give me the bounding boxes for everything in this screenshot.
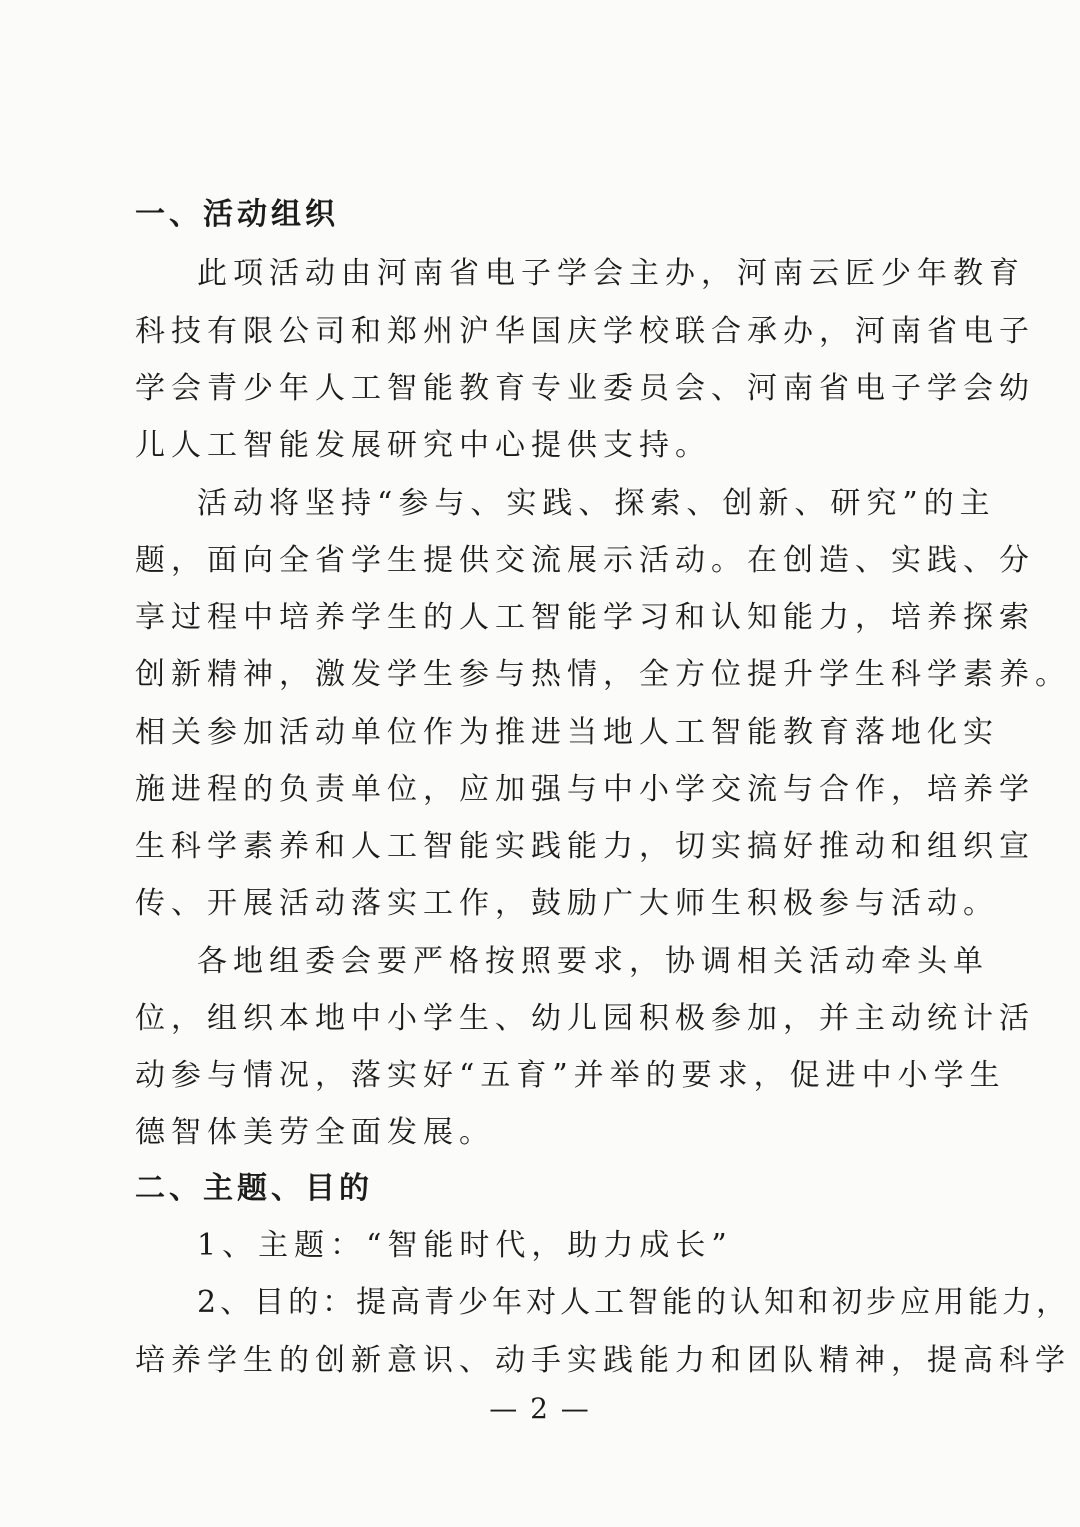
paragraph-line: 此项活动由河南省电子学会主办，河南云匠少年教育 (197, 256, 1025, 291)
paragraph-line: 各地组委会要严格按照要求，协调相关活动牵头单 (197, 944, 989, 979)
paragraph-line: 位，组织本地中小学生、幼儿园积极参加，并主动统计活 (135, 1001, 1035, 1036)
paragraph-line: 活动将坚持“参与、实践、探索、创新、研究”的主 (197, 486, 996, 521)
theme-item: 1、主题：“智能时代，助力成长” (197, 1228, 733, 1263)
paragraph-line: 动参与情况，落实好“五育”并举的要求，促进中小学生 (135, 1058, 1006, 1093)
paragraph-line: 题，面向全省学生提供交流展示活动。在创造、实践、分 (135, 543, 1035, 578)
paragraph-line: 2、目的：提高青少年对人工智能的认知和初步应用能力， (197, 1285, 1071, 1320)
paragraph-line: 传、开展活动落实工作，鼓励广大师生积极参与活动。 (135, 886, 999, 921)
paragraph-line: 培养学生的创新意识、动手实践能力和团队精神，提高科学 (135, 1343, 1071, 1378)
paragraph-line: 相关参加活动单位作为推进当地人工智能教育落地化实 (135, 715, 999, 750)
section-heading-activity-organization: 一、活动组织 (135, 197, 339, 232)
paragraph-line: 施进程的负责单位，应加强与中小学交流与合作，培养学 (135, 772, 1035, 807)
page-number: — 2 — (489, 1392, 591, 1425)
paragraph-line: 学会青少年人工智能教育专业委员会、河南省电子学会幼 (135, 371, 1035, 406)
paragraph-line: 生科学素养和人工智能实践能力，切实搞好推动和组织宣 (135, 829, 1035, 864)
paragraph-line: 创新精神，激发学生参与热情，全方位提升学生科学素养。 (135, 657, 1071, 692)
paragraph-line: 享过程中培养学生的人工智能学习和认知能力，培养探索 (135, 600, 1035, 635)
paragraph-line: 德智体美劳全面发展。 (135, 1115, 495, 1150)
section-heading-theme-purpose: 二、主题、目的 (135, 1171, 373, 1206)
paragraph-line: 科技有限公司和郑州沪华国庆学校联合承办，河南省电子 (135, 314, 1035, 349)
paragraph-line: 儿人工智能发展研究中心提供支持。 (135, 428, 711, 463)
